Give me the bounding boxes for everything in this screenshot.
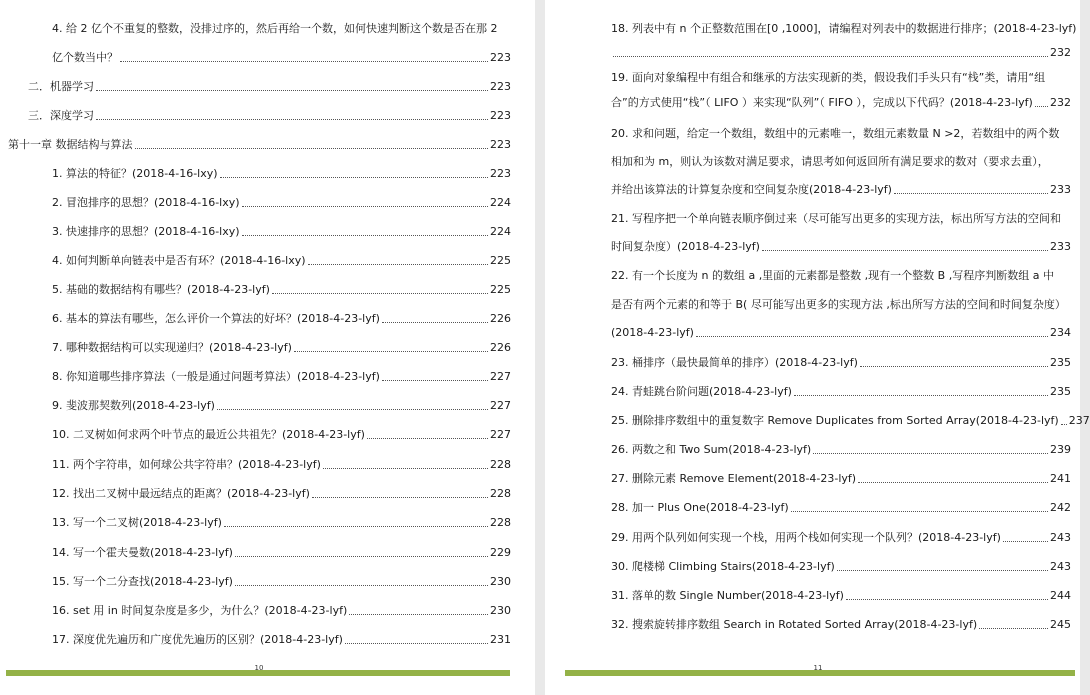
toc-entry[interactable] xyxy=(611,466,1071,486)
toc-entry-title: 26. 两数之和 Two Sum(2018-4-23-lyf) xyxy=(611,443,812,456)
toc-dot-leader xyxy=(242,235,488,236)
toc-dot-leader xyxy=(837,570,1048,571)
toc-entry-page: 243 xyxy=(1050,531,1071,544)
toc-entry-page: 245 xyxy=(1050,618,1071,631)
toc-dot-leader xyxy=(235,556,488,557)
toc-entry-title: 1. 算法的特征？(2018-4-16-lxy) xyxy=(52,167,218,180)
toc-dot-leader xyxy=(308,264,488,265)
toc-entry[interactable] xyxy=(611,65,1071,85)
toc-entry-page: 226 xyxy=(490,341,511,354)
toc-dot-leader xyxy=(1035,106,1048,107)
toc-entry[interactable] xyxy=(611,149,1071,169)
toc-entry-page: 224 xyxy=(490,225,511,238)
toc-entry[interactable] xyxy=(611,16,1077,36)
toc-entry-title: 31. 落单的数 Single Number(2018-4-23-lyf) xyxy=(611,589,844,602)
toc-entry-title: (2018-4-23-lyf) xyxy=(611,326,694,339)
toc-entry-title: 18. 列表中有 n 个正整数范围在[0 ,1000]，请编程对列表中的数据进行排序；(2018-4-23-lyf) xyxy=(611,22,1077,35)
toc-dot-leader xyxy=(858,482,1048,483)
toc-entry-page: 239 xyxy=(1050,443,1071,456)
toc-entry-title: 8. 你知道哪些排序算法（一般是通过问题考算法）(2018-4-23-lyf) xyxy=(52,370,380,383)
toc-entry[interactable] xyxy=(611,408,1090,428)
toc-entry-title: 6. 基本的算法有哪些，怎么评价一个算法的好坏？(2018-4-23-lyf) xyxy=(52,312,380,325)
toc-entry[interactable] xyxy=(52,598,511,618)
toc-dot-leader xyxy=(312,497,488,498)
toc-dot-leader xyxy=(979,628,1048,629)
toc-dot-leader xyxy=(1003,541,1048,542)
toc-entry-title: 第十一章 数据结构与算法 xyxy=(8,138,133,151)
toc-dot-leader xyxy=(135,148,489,149)
toc-entry-page: 232 xyxy=(1050,96,1071,109)
toc-dot-leader xyxy=(813,453,1048,454)
toc-dot-leader xyxy=(217,409,488,410)
toc-entry[interactable] xyxy=(611,177,1071,197)
toc-entry-title: 15. 写一个二分查找(2018-4-23-lyf) xyxy=(52,575,233,588)
toc-entry-page: 224 xyxy=(490,196,511,209)
toc-entry-title: 22. 有一个长度为 n 的数组 a ,里面的元素都是整数 ,现有一个整数 B ,写程序判断数组 a 中 xyxy=(611,269,1054,282)
toc-entry-page: 225 xyxy=(490,254,511,267)
toc-dot-leader xyxy=(96,90,488,91)
toc-entry-title: 25. 删除排序数组中的重复数字 Remove Duplicates from Sorted Array(2018-4-23-lyf) xyxy=(611,414,1059,427)
toc-entry[interactable] xyxy=(52,510,511,530)
toc-entry-title: 10. 二叉树如何求两个叶节点的最近公共祖先？(2018-4-23-lyf) xyxy=(52,428,365,441)
toc-entry-title: 12. 找出二叉树中最远结点的距离？(2018-4-23-lyf) xyxy=(52,487,310,500)
toc-entry-title: 13. 写一个二叉树(2018-4-23-lyf) xyxy=(52,516,222,529)
toc-entry-title: 并给出该算法的计算复杂度和空间复杂度(2018-4-23-lyf) xyxy=(611,183,892,196)
toc-entry-title: 3. 快速排序的思想？(2018-4-16-lxy) xyxy=(52,225,240,238)
toc-entry-page: 230 xyxy=(490,575,511,588)
toc-entry[interactable] xyxy=(611,554,1071,574)
toc-entry[interactable] xyxy=(52,45,511,65)
toc-entry-title: 19. 面向对象编程中有组合和继承的方法实现新的类，假设我们手头只有“栈”类，请用“组 xyxy=(611,71,1046,84)
toc-entry[interactable] xyxy=(52,481,511,501)
toc-entry-title: 20. 求和问题，给定一个数组，数组中的元素唯一，数组元素数量 N >2，若数组中的两个数 xyxy=(611,127,1060,140)
toc-entry[interactable] xyxy=(52,422,511,442)
toc-entry[interactable] xyxy=(28,103,511,123)
toc-entry-title: 14. 写一个霍夫曼数(2018-4-23-lyf) xyxy=(52,546,233,559)
toc-entry[interactable] xyxy=(611,263,1071,283)
toc-entry[interactable] xyxy=(28,74,511,94)
toc-dot-leader xyxy=(224,526,488,527)
toc-entry[interactable] xyxy=(611,234,1071,254)
toc-entry[interactable] xyxy=(611,612,1071,632)
toc-entry-title: 24. 青蛙跳台阶问题(2018-4-23-lyf) xyxy=(611,385,792,398)
toc-dot-leader xyxy=(220,177,488,178)
toc-entry-title: 27. 删除元素 Remove Element(2018-4-23-lyf) xyxy=(611,472,857,485)
toc-entry[interactable] xyxy=(611,292,1071,312)
toc-entry-title: 时间复杂度）(2018-4-23-lyf) xyxy=(611,240,760,253)
right-page xyxy=(545,0,1090,695)
toc-entry-page: 229 xyxy=(490,546,511,559)
toc-entry[interactable] xyxy=(611,350,1071,370)
toc-entry-page: 241 xyxy=(1050,472,1071,485)
toc-dot-leader xyxy=(349,614,488,615)
toc-dot-leader xyxy=(323,468,488,469)
toc-dot-leader xyxy=(235,585,488,586)
page-number: 10 xyxy=(254,664,264,672)
toc-entry-page: 223 xyxy=(490,167,511,180)
toc-dot-leader xyxy=(345,643,488,644)
toc-entry[interactable] xyxy=(611,90,1071,110)
toc-entry-title: 合”的方式使用“栈”（ LIFO ）来实现“队列”（ FIFO ），完成以下代码？(2018-4-23-lyf) xyxy=(611,96,1033,109)
toc-entry[interactable] xyxy=(52,190,511,210)
toc-entry[interactable] xyxy=(52,219,511,239)
toc-entry-page: 225 xyxy=(490,283,511,296)
toc-entry-page: 227 xyxy=(490,399,511,412)
toc-entry-page: 223 xyxy=(490,80,511,93)
toc-entry-page: 227 xyxy=(490,370,511,383)
toc-dot-leader xyxy=(860,366,1048,367)
toc-entry-title: 2. 冒泡排序的思想？(2018-4-16-lxy) xyxy=(52,196,240,209)
toc-entry[interactable] xyxy=(611,121,1071,141)
toc-entry-page: 233 xyxy=(1050,240,1071,253)
toc-entry-title: 28. 加一 Plus One(2018-4-23-lyf) xyxy=(611,501,789,514)
toc-entry-page: 244 xyxy=(1050,589,1071,602)
toc-dot-leader xyxy=(1061,424,1067,425)
toc-entry[interactable] xyxy=(52,277,511,297)
toc-entry[interactable] xyxy=(52,248,511,268)
toc-entry-title: 11. 两个字符串，如何球公共字符串？(2018-4-23-lyf) xyxy=(52,458,321,471)
toc-entry-title: 21. 写程序把一个单向链表顺序倒过来（尽可能写出更多的实现方法，标出所写方法的空间和 xyxy=(611,212,1061,225)
toc-dot-leader xyxy=(382,322,488,323)
toc-entry-page: 223 xyxy=(490,51,511,64)
toc-entry-page: 226 xyxy=(490,312,511,325)
toc-entry-title: 7. 哪种数据结构可以实现递归？(2018-4-23-lyf) xyxy=(52,341,292,354)
toc-entry-page: 228 xyxy=(490,487,511,500)
toc-entry-title: 29. 用两个队列如何实现一个栈，用两个栈如何实现一个队列？(2018-4-23-lyf) xyxy=(611,531,1001,544)
toc-entry-title: 9. 斐波那契数列(2018-4-23-lyf) xyxy=(52,399,215,412)
page-number: 11 xyxy=(813,664,823,672)
toc-dot-leader xyxy=(367,438,488,439)
toc-dot-leader xyxy=(846,599,1048,600)
toc-entry-title: 5. 基础的数据结构有哪些？(2018-4-23-lyf) xyxy=(52,283,270,296)
toc-entry[interactable] xyxy=(52,569,511,589)
right-toc xyxy=(545,0,1090,695)
toc-entry-page: 230 xyxy=(490,604,511,617)
toc-entry-page: 235 xyxy=(1050,385,1071,398)
toc-entry[interactable] xyxy=(52,335,511,355)
toc-entry[interactable] xyxy=(611,583,1071,603)
toc-dot-leader xyxy=(762,250,1048,251)
toc-entry-title: 三．深度学习 xyxy=(28,109,94,122)
toc-entry[interactable] xyxy=(52,364,511,384)
toc-entry-title: 16. set 用 in 时间复杂度是多少，为什么？(2018-4-23-lyf) xyxy=(52,604,348,617)
left-page xyxy=(0,0,535,695)
toc-entry-page: 237 xyxy=(1068,414,1090,427)
toc-entry-page: 228 xyxy=(490,458,511,471)
toc-dot-leader xyxy=(791,511,1048,512)
toc-entry[interactable] xyxy=(611,320,1071,340)
toc-entry-title: 17. 深度优先遍历和广度优先遍历的区别？(2018-4-23-lyf) xyxy=(52,633,343,646)
toc-entry[interactable] xyxy=(611,495,1071,515)
toc-entry[interactable] xyxy=(611,40,1071,60)
toc-entry-page: 242 xyxy=(1050,501,1071,514)
toc-entry[interactable] xyxy=(611,379,1071,399)
toc-entry-page: 234 xyxy=(1050,326,1071,339)
toc-entry-title: 亿个数当中？ xyxy=(52,51,118,64)
toc-entry-page: 232 xyxy=(1050,46,1071,59)
toc-dot-leader xyxy=(96,119,488,120)
toc-dot-leader xyxy=(894,193,1048,194)
toc-entry[interactable] xyxy=(611,525,1071,545)
toc-entry-title: 4. 给 2 亿个不重复的整数，没排过序的，然后再给一个数，如何快速判断这个数是否在那 2 xyxy=(52,22,498,35)
toc-dot-leader xyxy=(294,351,488,352)
left-toc xyxy=(0,0,535,695)
toc-entry[interactable] xyxy=(52,452,511,472)
toc-entry-title: 相加和为 m，则认为该数对满足要求，请思考如何返回所有满足要求的数对（要求去重）， xyxy=(611,155,1049,168)
toc-dot-leader xyxy=(794,395,1048,396)
toc-dot-leader xyxy=(242,206,488,207)
toc-entry[interactable] xyxy=(611,437,1071,457)
toc-entry-title: 30. 爬楼梯 Climbing Stairs(2018-4-23-lyf) xyxy=(611,560,835,573)
toc-entry-title: 23. 桶排序（最快最简单的排序）(2018-4-23-lyf) xyxy=(611,356,858,369)
toc-entry-page: 243 xyxy=(1050,560,1071,573)
toc-entry[interactable] xyxy=(52,540,511,560)
toc-entry[interactable] xyxy=(52,161,511,181)
toc-dot-leader xyxy=(696,336,1048,337)
toc-entry-title: 4. 如何判断单向链表中是否有环？(2018-4-16-lxy) xyxy=(52,254,306,267)
toc-entry[interactable] xyxy=(52,16,511,36)
toc-entry-page: 223 xyxy=(490,138,511,151)
toc-dot-leader xyxy=(613,56,1048,57)
toc-entry[interactable] xyxy=(52,393,511,413)
toc-entry-title: 二．机器学习 xyxy=(28,80,94,93)
toc-entry-page: 231 xyxy=(490,633,511,646)
toc-entry[interactable] xyxy=(52,306,511,326)
toc-entry[interactable] xyxy=(611,206,1071,226)
toc-entry-page: 235 xyxy=(1050,356,1071,369)
toc-entry-page: 223 xyxy=(490,109,511,122)
toc-entry[interactable] xyxy=(52,627,511,647)
toc-entry[interactable] xyxy=(8,132,511,152)
toc-entry-page: 233 xyxy=(1050,183,1071,196)
toc-dot-leader xyxy=(272,293,488,294)
toc-dot-leader xyxy=(382,380,488,381)
toc-entry-title: 32. 搜索旋转排序数组 Search in Rotated Sorted Array(2018-4-23-lyf) xyxy=(611,618,978,631)
toc-entry-page: 227 xyxy=(490,428,511,441)
toc-dot-leader xyxy=(120,61,488,62)
toc-entry-page: 228 xyxy=(490,516,511,529)
toc-entry-title: 是否有两个元素的和等于 B( 尽可能写出更多的实现方法 ,标出所写方法的空间和时间复杂度） xyxy=(611,298,1066,311)
